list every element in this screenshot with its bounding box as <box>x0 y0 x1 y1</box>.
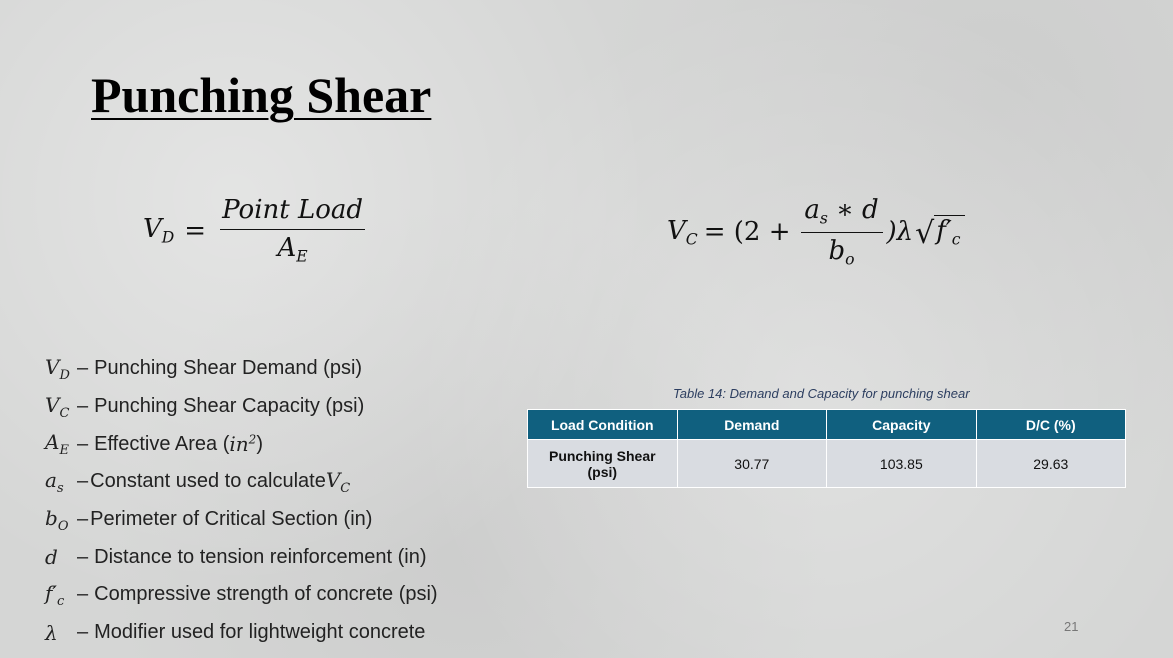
definition-ref-variable: $V_C$ <box>325 467 351 496</box>
definition-variable: λ <box>45 620 58 645</box>
capacity-lhs: $V_C$ <box>667 215 698 249</box>
definition-variable: $f'_c$ <box>45 580 65 609</box>
definition-item: $b_O$ – Perimeter of Critical Section (in) <box>45 505 373 534</box>
definition-text: Perimeter of Critical Section (in) <box>90 508 373 531</box>
cell-capacity: 103.85 <box>827 440 977 488</box>
definition-text: Constant used to calculate <box>90 470 326 493</box>
column-header-capacity: Capacity <box>827 410 977 440</box>
radical-icon: √ <box>915 215 935 251</box>
column-header-demand: Demand <box>677 410 827 440</box>
variable-definitions <box>45 350 438 652</box>
table-header-row <box>528 410 1126 440</box>
equals-sign: = <box>184 215 207 246</box>
capacity-formula <box>667 196 965 268</box>
definition-item: $V_C$ – Punching Shear Capacity (psi) <box>45 392 365 421</box>
page-number: 21 <box>1064 619 1079 634</box>
definition-variable: d <box>45 545 58 570</box>
definition-variable: $b_O$ <box>45 505 69 534</box>
sqrt-radicand: $f'_c$ <box>934 215 964 248</box>
definition-item: $A_E$ – Effective Area ( $in^2$ ) <box>45 430 263 459</box>
definition-item: λ – Modifier used for lightweight concrete <box>45 620 426 645</box>
capacity-prefix: = (2 + <box>703 217 791 248</box>
definition-text: Compressive strength of concrete (psi) <box>94 583 438 606</box>
capacity-denominator: $b_o$ <box>828 235 855 269</box>
definition-variable: $A_E$ <box>45 430 69 459</box>
definition-text: Modifier used for lightweight concrete <box>94 621 426 644</box>
definition-variable: $V_C$ <box>45 392 70 421</box>
capacity-suffix: )λ <box>886 217 914 248</box>
column-header-load-condition: Load Condition <box>528 410 678 440</box>
definition-text: Distance to tension reinforcement (in) <box>94 545 427 568</box>
slide-title: Punching Shear <box>91 67 432 123</box>
definition-text: Punching Shear Demand (psi) <box>94 357 363 380</box>
definition-item: $f'_c$ – Compressive strength of concrete (psi) <box>45 580 438 609</box>
demand-lhs: $V_D$ <box>143 214 175 247</box>
definition-item: $V_D$ – Punching Shear Demand (psi) <box>45 354 363 383</box>
demand-capacity-table <box>527 409 1126 488</box>
cell-dc: 29.63 <box>976 440 1125 488</box>
capacity-numerator: $a_s$ ∗ d <box>801 196 883 233</box>
demand-numerator: Point Load <box>220 196 365 230</box>
cell-demand: 30.77 <box>677 440 827 488</box>
demand-denominator: $A_E$ <box>277 232 308 266</box>
definition-item: $a_s$ – Constant used to calculate $V_C$ <box>45 467 351 496</box>
cell-load-condition: Punching Shear (psi) <box>528 440 678 488</box>
definition-variable: $a_s$ <box>45 467 64 496</box>
definition-text: Punching Shear Capacity (psi) <box>94 395 365 418</box>
definition-variable: $V_D$ <box>45 354 70 383</box>
column-header-dc: D/C (%) <box>976 410 1125 440</box>
definition-unit: $in^2$ <box>229 432 257 457</box>
definition-item: d – Distance to tension reinforcement (in) <box>45 545 427 570</box>
capacity-fraction <box>801 196 883 268</box>
demand-formula <box>143 196 369 265</box>
table-caption: Table 14: Demand and Capacity for punching shear <box>673 386 970 401</box>
square-root <box>915 215 964 251</box>
table-row <box>528 440 1126 488</box>
demand-fraction <box>220 196 365 265</box>
definition-text: Effective Area ( <box>94 432 230 455</box>
